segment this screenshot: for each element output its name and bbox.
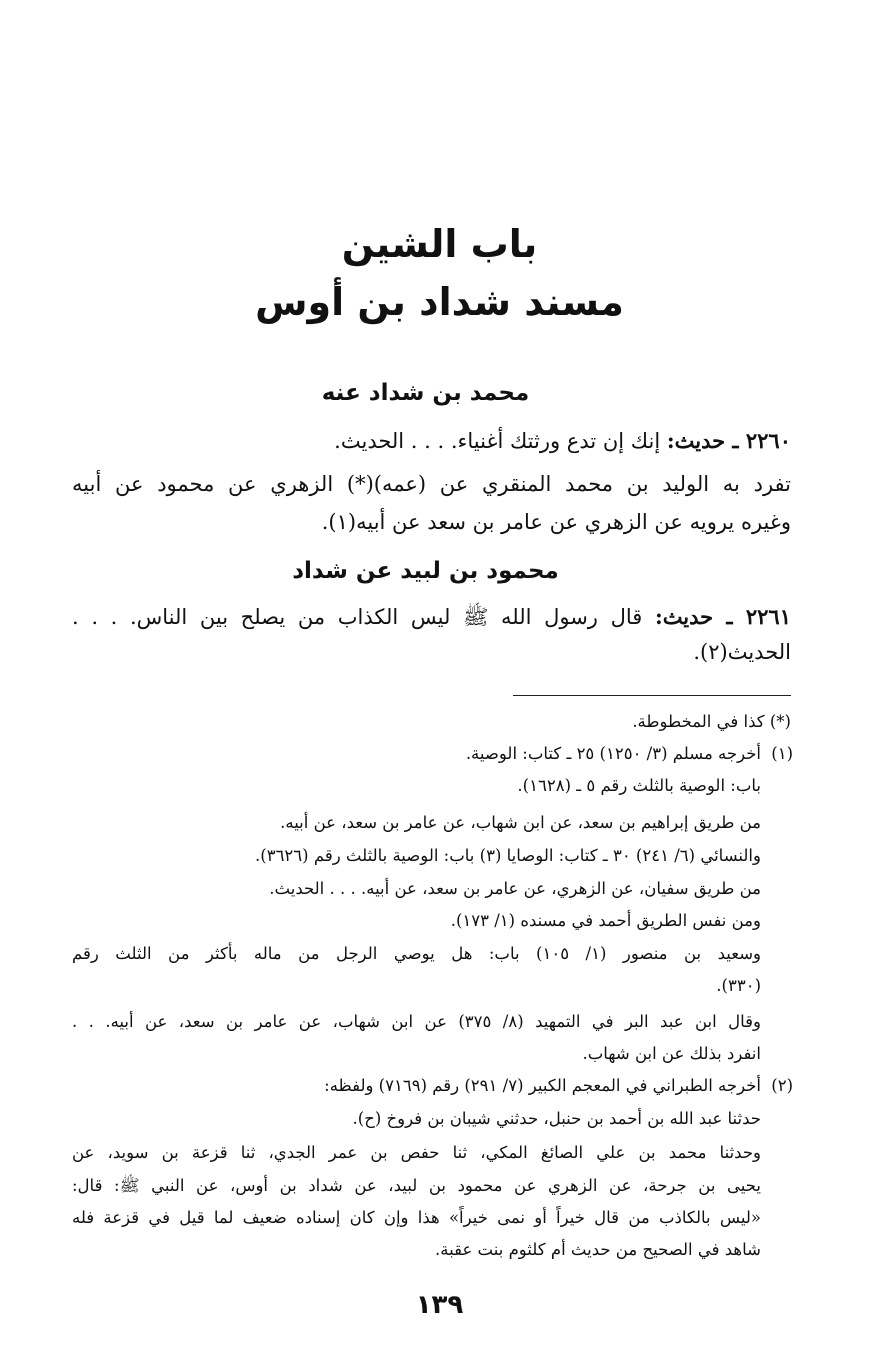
footnote-2-line <box>72 1076 793 1096</box>
paragraph-1-line-1: تفرد به الوليد بن محمد المنقري عن (عمه)(*) الزهري عن محمود عن أبيه <box>72 472 791 496</box>
footnote-1-text-9: انفرد بذلك عن ابن شهاب. <box>582 1044 761 1063</box>
paragraph-1-line-2: وغيره يرويه عن الزهري عن عامر بن سعد عن أبيه(١). <box>321 510 791 534</box>
section-heading-1: محمد بن شداد عنه <box>321 380 530 406</box>
hadith-2261-number: ٢٢٦١ ـ حديث: <box>654 604 791 629</box>
footnote-1-text-7: (٣٣٠). <box>716 976 761 995</box>
footnote-star: (*) كذا في المخطوطة. <box>632 712 791 731</box>
footnote-1-text-3: والنسائي (٦/ ٢٤١) ٣٠ ـ كتاب: الوصايا (٣) باب: الوصية بالثلث رقم (٣٦٢٦). <box>255 846 761 865</box>
footnote-1-text-2: من طريق إبراهيم بن سعد، عن ابن شهاب، عن عامر بن سعد، عن أبيه. <box>280 813 761 832</box>
footnote-2-text-5: شاهد في الصحيح من حديث أم كلثوم بنت عقبة. <box>435 1240 761 1259</box>
hadith-2261 <box>72 604 791 630</box>
hadith-2260 <box>72 428 791 454</box>
footnote-2-marker: (٢) <box>771 1076 793 1095</box>
footnote-2-text-2: وحدثنا محمد بن علي الصائغ المكي، ثنا حفص بن عمر الجدي، ثنا قزعة بن سويد، عن <box>72 1143 761 1162</box>
footnote-2-text-0: أخرجه الطبراني في المعجم الكبير (٧/ ٢٩١) رقم (٧١٦٩) ولفظه: <box>324 1076 761 1095</box>
footnote-2-text-1: حدثنا عبد الله بن أحمد بن حنبل، حدثني شيبان بن فروخ (ح). <box>352 1109 761 1128</box>
footnote-1-text-1: باب: الوصية بالثلث رقم ٥ ـ (١٦٢٨). <box>517 776 761 795</box>
musnad-title: مسند شداد بن أوس <box>255 280 624 324</box>
footnote-1-text-0: أخرجه مسلم (٣/ ١٢٥٠) ٢٥ ـ كتاب: الوصية. <box>465 744 761 763</box>
hadith-2260-number: ٢٢٦٠ ـ حديث: <box>666 428 791 453</box>
footnote-1-line <box>72 744 793 764</box>
footnote-2-text-4: «ليس بالكاذب من قال خيراً أو نمى خيراً» هذا وإن كان إسناده ضعيف لما قيل في قزعة فله <box>72 1208 761 1227</box>
footnote-1-text-6: وسعيد بن منصور (١/ ١٠٥) باب: هل يوصي الرجل من ماله بأكثر من الثلث رقم <box>72 944 761 963</box>
footnote-1-marker: (١) <box>771 744 793 763</box>
hadith-2260-text: إنك إن تدع ورثتك أغنياء. . . . الحديث. <box>334 429 661 453</box>
footnote-divider <box>513 695 791 696</box>
page-number: ١٣٩ <box>415 1290 464 1320</box>
footnote-2-text-3: يحيى بن جرحة، عن الزهري عن محمود بن لبيد، عن شداد بن أوس، عن النبي ﷺ: قال: <box>72 1176 761 1195</box>
section-heading-2: محمود بن لبيد عن شداد <box>292 558 559 584</box>
footnote-1-text-5: ومن نفس الطريق أحمد في مسنده (١/ ١٧٣). <box>450 911 761 930</box>
hadith-2261-text: قال رسول الله ﷺ ليس الكذاب من يصلح بين الناس. . . . <box>72 605 643 629</box>
hadith-2261-line-2: الحديث(٢). <box>693 640 791 664</box>
chapter-title: باب الشين <box>341 222 538 266</box>
footnote-1-text-8: وقال ابن عبد البر في التمهيد (٨/ ٣٧٥) عن ابن شهاب، عن عامر بن سعد، عن أبيه. . . <box>72 1012 761 1031</box>
footnote-1-text-4: من طريق سفيان، عن الزهري، عن عامر بن سعد، عن أبيه. . . . الحديث. <box>269 879 761 898</box>
